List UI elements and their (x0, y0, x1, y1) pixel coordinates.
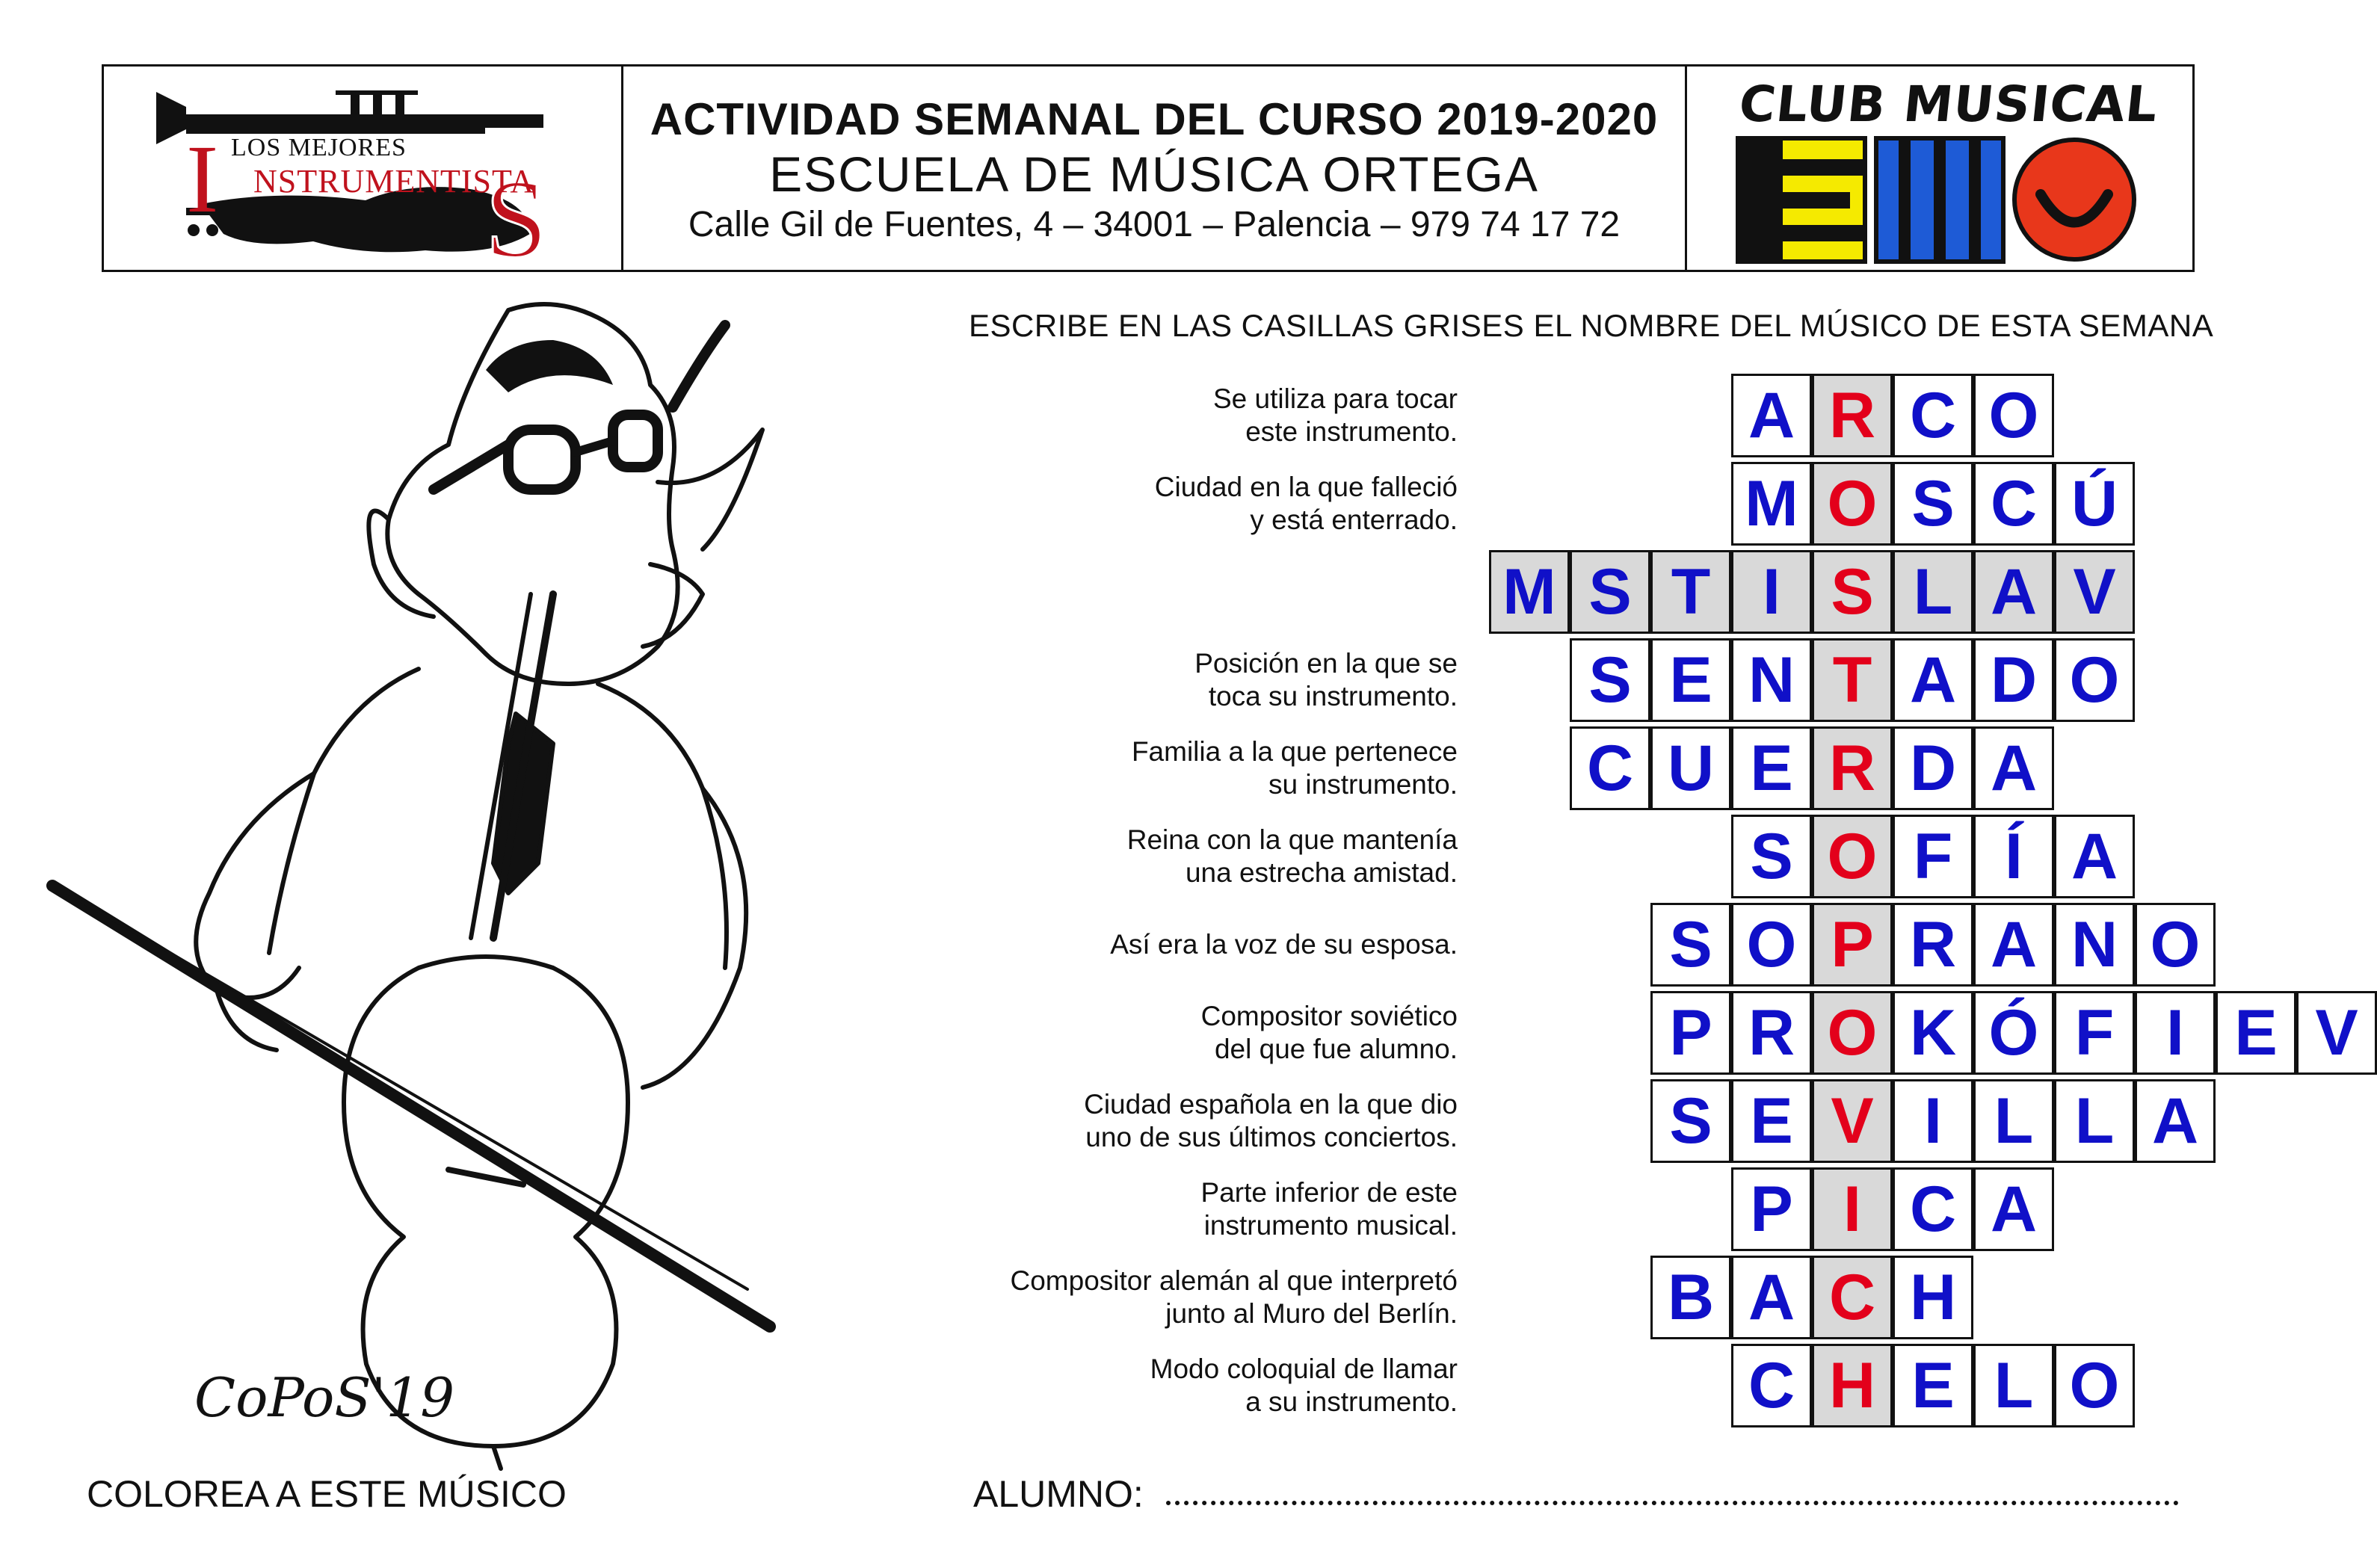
school-name: ESCUELA DE MÚSICA ORTEGA (769, 146, 1539, 202)
crossword-cell[interactable]: A (1973, 1167, 2054, 1251)
crossword-cell[interactable]: E (2216, 991, 2296, 1075)
cellist-caricature (30, 295, 890, 1469)
crossword-cell[interactable]: C (1570, 726, 1650, 810)
crossword-cell[interactable]: K (1893, 991, 1973, 1075)
crossword-cell[interactable]: R (1893, 903, 1973, 987)
crossword-cell[interactable]: B (1650, 1256, 1731, 1339)
crossword-cell[interactable]: S (1812, 550, 1893, 634)
crossword-clue: Ciudad en la que falleció y está enterrado. (1154, 472, 1458, 535)
crossword-clue: Compositor alemán al que interpretó junto al Muro del Berlín. (1010, 1265, 1458, 1329)
crossword-clue: Así era la voz de su esposa. (1110, 929, 1458, 960)
logo-bottom-text: NSTRUMENTISTA (253, 163, 535, 200)
crossword-cell[interactable]: R (1731, 991, 1812, 1075)
logo-top-text: LOS MEJORES (231, 134, 407, 161)
instruction-text: ESCRIBE EN LAS CASILLAS GRISES EL NOMBRE DEL MÚSICO DE ESTA SEMANA (969, 308, 2214, 343)
crossword-cell[interactable]: C (1893, 1167, 1973, 1251)
crossword-cell[interactable]: Ó (1973, 991, 2054, 1075)
crossword-cell[interactable]: A (1973, 726, 2054, 810)
crossword-cell[interactable]: V (2054, 550, 2135, 634)
crossword-cell[interactable]: I (2135, 991, 2216, 1075)
crossword-cell[interactable]: I (1812, 1167, 1893, 1251)
emo-logo-icon (1738, 138, 2142, 265)
crossword-cell[interactable]: V (1812, 1079, 1893, 1163)
crossword-cell[interactable]: F (2054, 991, 2135, 1075)
crossword-cell[interactable]: P (1812, 903, 1893, 987)
crossword-cell[interactable]: L (1973, 1079, 2054, 1163)
crossword-cell[interactable]: C (1973, 462, 2054, 546)
crossword-cell[interactable]: O (2054, 638, 2135, 722)
crossword-cell[interactable]: O (2135, 903, 2216, 987)
header-box (102, 64, 2195, 281)
crossword-cell[interactable]: L (2054, 1079, 2135, 1163)
crossword-cell[interactable]: A (1731, 374, 1812, 457)
crossword-cell[interactable]: A (1893, 638, 1973, 722)
crossword-cell[interactable]: E (1731, 726, 1812, 810)
crossword-cell[interactable]: O (1812, 991, 1893, 1075)
crossword-cell[interactable]: O (1812, 815, 1893, 898)
crossword-cell[interactable]: R (1812, 374, 1893, 457)
crossword-clue: Posición en la que se toca su instrumento. (1194, 648, 1458, 712)
crossword-cell[interactable]: A (2054, 815, 2135, 898)
crossword-clue: Se utiliza para tocar este instrumento. (1212, 383, 1458, 447)
crossword-clue: Ciudad española en la que dio uno de sus últimos conciertos. (1084, 1089, 1458, 1152)
student-label: ALUMNO: (973, 1473, 1144, 1515)
crossword-cell[interactable]: I (1731, 550, 1812, 634)
crossword-cell[interactable]: H (1812, 1344, 1893, 1427)
crossword-cell[interactable]: O (1812, 462, 1893, 546)
crossword-cell[interactable]: I (1893, 1079, 1973, 1163)
crossword-cell[interactable]: C (1731, 1344, 1812, 1427)
club-musical-logo (1687, 67, 2192, 270)
crossword-cell[interactable]: L (1893, 550, 1973, 634)
school-address: Calle Gil de Fuentes, 4 – 34001 – Palencia – 979 74 17 72 (688, 205, 1621, 244)
crossword-cell[interactable]: F (1893, 815, 1973, 898)
instrumentistas-logo (104, 67, 623, 281)
crossword-cell[interactable]: Í (1973, 815, 2054, 898)
crossword-cell[interactable]: A (1731, 1256, 1812, 1339)
crossword-clue: Reina con la que mantenía una estrecha amistad. (1126, 824, 1458, 888)
crossword-cell[interactable]: D (1973, 638, 2054, 722)
crossword-cell[interactable]: V (2296, 991, 2377, 1075)
student-name-line[interactable] (1166, 1501, 2179, 1505)
crossword-cell[interactable]: E (1731, 1079, 1812, 1163)
activity-title: ACTIVIDAD SEMANAL DEL CURSO 2019-2020 (650, 94, 1659, 144)
svg-text:S: S (485, 157, 548, 281)
crossword-cell[interactable]: T (1650, 550, 1731, 634)
crossword-cell[interactable]: P (1650, 991, 1731, 1075)
crossword-cell[interactable]: C (1812, 1256, 1893, 1339)
crossword-cell[interactable]: T (1812, 638, 1893, 722)
crossword-cell[interactable]: C (1893, 374, 1973, 457)
crossword-cell[interactable]: L (1973, 1344, 2054, 1427)
crossword-clue: Modo coloquial de llamar a su instrumento. (1150, 1354, 1458, 1417)
crossword-cell[interactable]: P (1731, 1167, 1812, 1251)
crossword-cell[interactable]: S (1650, 903, 1731, 987)
color-instruction: COLOREA A ESTE MÚSICO (87, 1473, 567, 1515)
crossword-clue: Familia a la que pertenece su instrumento. (1131, 736, 1458, 800)
crossword-cell[interactable]: S (1570, 638, 1650, 722)
crossword-clue: Compositor soviético del que fue alumno. (1200, 1001, 1458, 1064)
crossword-cell[interactable]: S (1650, 1079, 1731, 1163)
crossword-cell[interactable]: N (1731, 638, 1812, 722)
title-block (623, 67, 1687, 270)
crossword-clue: Parte inferior de este instrumento musical. (1200, 1177, 1458, 1241)
crossword-cell[interactable]: O (1731, 903, 1812, 987)
crossword-cell[interactable]: D (1893, 726, 1973, 810)
crossword-cell[interactable]: R (1812, 726, 1893, 810)
crossword-cell[interactable]: S (1570, 550, 1650, 634)
svg-text:I: I (186, 126, 219, 233)
crossword-cell[interactable]: H (1893, 1256, 1973, 1339)
crossword-cell[interactable]: A (1973, 550, 2054, 634)
crossword-cell[interactable]: S (1731, 815, 1812, 898)
crossword-cell[interactable]: U (1650, 726, 1731, 810)
crossword-cell[interactable]: Ú (2054, 462, 2135, 546)
crossword-cell[interactable]: E (1893, 1344, 1973, 1427)
club-title: CLUB MUSICAL (1736, 75, 2161, 133)
crossword-cell[interactable]: O (2054, 1344, 2135, 1427)
crossword-cell[interactable]: M (1489, 550, 1570, 634)
crossword-cell[interactable]: N (2054, 903, 2135, 987)
crossword-cell[interactable]: E (1650, 638, 1731, 722)
crossword-cell[interactable]: O (1973, 374, 2054, 457)
crossword-cell[interactable]: M (1731, 462, 1812, 546)
signature-text: CoPoS'19 (194, 1366, 455, 1429)
crossword-cell[interactable]: A (2135, 1079, 2216, 1163)
crossword-cell[interactable]: A (1973, 903, 2054, 987)
crossword-cell[interactable]: S (1893, 462, 1973, 546)
